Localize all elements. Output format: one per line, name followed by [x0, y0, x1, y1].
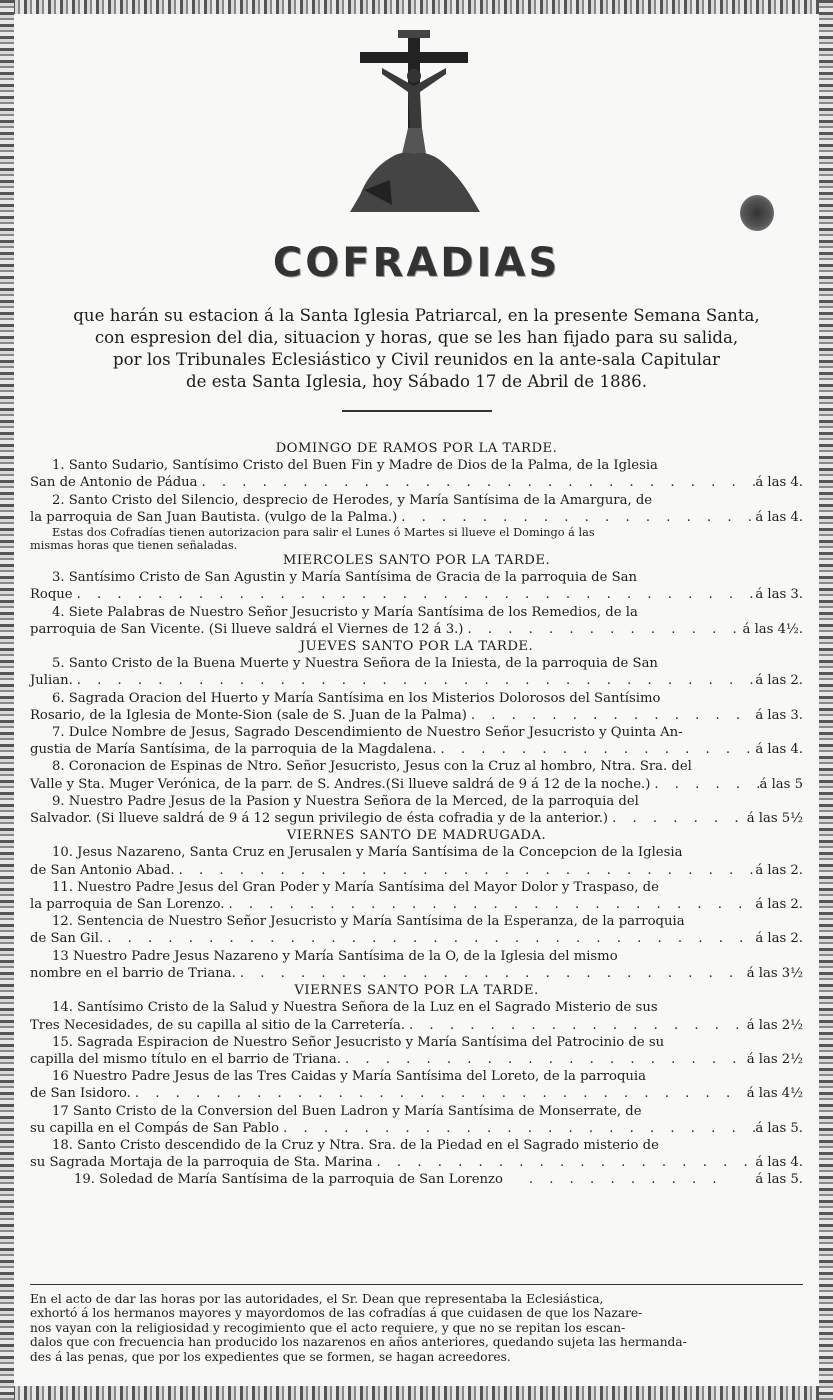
dot-leader [467, 707, 755, 724]
dot-leader [73, 672, 756, 689]
dot-leader [131, 1085, 747, 1102]
dot-leader [608, 810, 747, 827]
entry-line: 15. Sagrada Espiracion de Nuestro Señor Jesucristo y María Santísima del Patrocinio de su [52, 1034, 665, 1050]
entry-line: 13 Nuestro Padre Jesus Nazareno y María Santísima de la O, de la Iglesia del mismo [52, 948, 618, 964]
cofradia-entry [30, 948, 803, 982]
entry-time: á las 2. [755, 897, 803, 913]
entry-last-line [30, 965, 803, 982]
dot-leader [236, 965, 747, 982]
entry-last-line [30, 1171, 803, 1188]
entry-line: 1. Santo Sudario, Santísimo Cristo del Buen Fin y Madre de Dios de la Palma, de la Iglesia [52, 458, 658, 474]
entry-text: de San Isidoro. [30, 1086, 131, 1102]
entry-time: á las 5½ [746, 811, 803, 827]
intro-line: de esta Santa Iglesia, hoy Sábado 17 de Abril de 1886. [186, 372, 647, 391]
entry-last-line [30, 1085, 803, 1102]
entry-text: San de Antonio de Pádua [30, 475, 198, 491]
dot-leader [397, 509, 755, 526]
entry-time: á las 4. [755, 742, 803, 758]
entry-last-line [30, 896, 803, 913]
cofradia-entry [30, 1068, 803, 1102]
entry-last-line [30, 474, 803, 491]
entry-last-line [30, 1120, 803, 1137]
section-heading: VIERNES SANTO POR LA TARDE. [294, 983, 539, 999]
cofradia-entry [30, 1171, 803, 1188]
entry-text: 19. Soledad de María Santísima de la parroquia de San Lorenzo [74, 1172, 503, 1188]
entry-text: la parroquia de San Lorenzo. [30, 897, 225, 913]
ornamental-border-left [0, 0, 14, 1400]
entry-last-line [30, 862, 803, 879]
entry-line: 5. Santo Cristo de la Buena Muerte y Nuestra Señora de la Iniesta, de la parroquia de San [52, 656, 658, 672]
entry-last-line [30, 707, 803, 724]
cofradia-entry [30, 999, 803, 1033]
page-title: COFRADIAS [272, 240, 561, 286]
entry-time: á las 3. [755, 707, 803, 723]
entry-line: 3. Santísimo Cristo de San Agustin y María Santísima de Gracia de la parroquia de San [52, 570, 637, 586]
ornamental-border-top [0, 0, 833, 14]
entry-line: 18. Santo Cristo descendido de la Cruz y Ntra. Sra. de la Piedad en el Sagrado misterio de [52, 1137, 659, 1153]
cofradia-entry [30, 569, 803, 603]
entry-line: 11. Nuestro Padre Jesus del Gran Poder y María Santísima del Mayor Dolor y Traspaso, de [52, 879, 659, 895]
ink-stain [740, 195, 774, 231]
entry-text: Salvador. (Si llueve saldrá de 9 á 12 segun privilegio de ésta cofradia y de la anterior.) [30, 811, 609, 827]
schedule-list [30, 440, 803, 1189]
cofradia-entry [30, 1103, 803, 1137]
cofradia-entry [30, 793, 803, 827]
footer-line: des á las penas, que por los expedientes que se formen, se hagan acreedores. [30, 1349, 511, 1364]
entry-last-line [30, 509, 803, 526]
entry-time: á las 4½ [746, 1086, 803, 1102]
entry-time: á las 4½. [742, 621, 803, 637]
entry-last-line [30, 741, 803, 758]
section-note [30, 526, 803, 552]
footer-note [30, 1292, 803, 1364]
entry-line: 4. Siete Palabras de Nuestro Señor Jesucristo y María Santísima de los Remedios, de la [52, 604, 638, 620]
entry-time: á las 2. [755, 862, 803, 878]
entry-last-line [30, 810, 803, 827]
entry-text: de San Antonio Abad. [30, 862, 175, 878]
footer-divider [30, 1284, 803, 1285]
entry-last-line [30, 1017, 803, 1034]
footer-line: exhortó á los hermanos mayores y mayordomos de las cofradías á que cuidasen de que los Nazare- [30, 1306, 643, 1321]
cofradia-entry [30, 1034, 803, 1068]
entry-text: nombre en el barrio de Triana. [30, 965, 236, 981]
entry-text: Tres Necesidades, de su capilla al sitio de la Carretería. [30, 1017, 406, 1033]
note-line: Estas dos Cofradías tienen autorizacion para salir el Lunes ó Martes si llueve el Domingo á las [52, 526, 595, 540]
intro-paragraph [30, 305, 803, 393]
dot-leader [405, 1017, 747, 1034]
entry-time: á las 3½ [746, 965, 803, 981]
entry-time: á las 2½ [746, 1051, 803, 1067]
footer-line: dalos que con frecuencia han producido los nazarenos en años anteriores, quedando sujeta las hermanda- [30, 1335, 687, 1350]
intro-line: que harán su estacion á la Santa Iglesia Patriarcal, en la presente Semana Santa, [73, 306, 760, 325]
entry-text: Valle y Sta. Muger Verónica, de la parr. de S. Andres.(Si llueve saldrá de 9 á 12 de la noche.) [30, 776, 651, 792]
entry-line: 9. Nuestro Padre Jesus de la Pasion y Nuestra Señora de la Merced, de la parroquia del [52, 793, 639, 809]
entry-time: á las 2. [755, 931, 803, 947]
entry-text: la parroquia de San Juan Bautista. (vulgo de la Palma.) [30, 509, 398, 525]
entry-line: 6. Sagrada Oracion del Huerto y María Santísima en los Misterios Dolorosos del Santísimo [52, 690, 661, 706]
entry-last-line [30, 621, 803, 638]
ornamental-border-bottom [0, 1386, 833, 1400]
dot-leader [436, 741, 755, 758]
entry-last-line [30, 586, 803, 603]
entry-line: 2. Santo Cristo del Silencio, desprecio de Herodes, y María Santísima de la Amargura, de [52, 492, 653, 508]
footer-line: nos vayan con la religiosidad y recogimiento que el acto requiere, y que no se repitan los escan- [30, 1320, 626, 1335]
entry-last-line [30, 1154, 803, 1171]
entry-time: á las 4. [755, 475, 803, 491]
entry-text: Rosario, de la Iglesia de Monte-Sion (sale de S. Juan de la Palma) [30, 707, 467, 723]
dot-leader [225, 896, 756, 913]
dot-leader [175, 862, 756, 879]
entry-line: 16 Nuestro Padre Jesus de las Tres Caidas y María Santísima del Loreto, de la parroquia [52, 1069, 646, 1085]
cofradia-entry [30, 879, 803, 913]
entry-line: 17 Santo Cristo de la Conversion del Buen Ladron y María Santísima de Monserrate, de [52, 1103, 642, 1119]
section-heading: MIERCOLES SANTO POR LA TARDE. [282, 553, 551, 569]
section-heading: DOMINGO DE RAMOS POR LA TARDE. [275, 441, 558, 456]
entry-line: 14. Santísimo Cristo de la Salud y Nuestra Señora de la Luz en el Sagrado Misterio de sus [52, 1000, 658, 1016]
footer-line: En el acto de dar las horas por las autoridades, el Sr. Dean que representaba la Eclesiástica, [30, 1292, 604, 1306]
entry-last-line [30, 930, 803, 947]
entry-line: 7. Dulce Nombre de Jesus, Sagrado Descendimiento de Nuestro Señor Jesucristo y Quinta An- [52, 725, 683, 741]
entry-text: de San Gil. [30, 931, 104, 947]
entry-time: á las 4. [755, 509, 803, 525]
dot-leader [463, 621, 742, 638]
crucifix-icon [330, 30, 500, 215]
cofradia-entry [30, 492, 803, 526]
entry-text: su Sagrada Mortaja de la parroquia de Sta. Marina [30, 1155, 373, 1171]
section-heading: JUEVES SANTO POR LA TARDE. [299, 639, 534, 655]
cofradia-entry [30, 1137, 803, 1171]
dot-leader [373, 1154, 756, 1171]
cofradia-entry [30, 913, 803, 947]
entry-text: capilla del mismo título en el barrio de Triana. [30, 1051, 341, 1067]
entry-time: á las 5 [759, 776, 803, 792]
cofradia-entry [30, 724, 803, 758]
cofradia-entry [30, 604, 803, 638]
entry-time: á las 5. [755, 1172, 803, 1188]
entry-line: 10. Jesus Nazareno, Santa Cruz en Jerusalen y María Santísima de la Concepcion de la Iglesia [52, 845, 683, 861]
entry-line: 12. Sentencia de Nuestro Señor Jesucristo y María Santísima de la Esperanza, de la parroquia [52, 914, 685, 930]
title-divider [342, 410, 492, 412]
cofradia-entry [30, 844, 803, 878]
entry-last-line [30, 776, 803, 793]
dot-leader [73, 586, 756, 603]
dot-leader [650, 776, 759, 793]
section-heading: VIERNES SANTO DE MADRUGADA. [286, 828, 547, 844]
cofradia-entry [30, 655, 803, 689]
entry-last-line [30, 672, 803, 689]
cofradia-entry [30, 457, 803, 491]
dot-leader [103, 930, 755, 947]
entry-text: Roque [30, 587, 73, 603]
entry-line: 8. Coronacion de Espinas de Ntro. Señor Jesucristo, Jesus con la Cruz al hombro, Ntra. Sra. del [52, 759, 692, 775]
entry-time: á las 4. [755, 1155, 803, 1171]
entry-time: á las 5. [755, 1120, 803, 1136]
entry-time: á las 2½ [746, 1017, 803, 1033]
entry-text: gustia de María Santísima, de la parroquia de la Magdalena. [30, 742, 437, 758]
entry-text: Julian. [30, 673, 73, 689]
intro-line: con espresion del dia, situacion y horas, que se les han fijado para su salida, [94, 328, 739, 347]
cofradia-entry [30, 690, 803, 724]
dot-leader [198, 474, 756, 491]
ornamental-border-right [819, 0, 833, 1400]
entry-text: parroquia de San Vicente. (Si llueve saldrá el Viernes de 12 á 3.) [30, 621, 464, 637]
entry-time: á las 2. [755, 673, 803, 689]
note-line: mismas horas que tienen señaladas. [30, 539, 238, 553]
dot-leader [341, 1051, 747, 1068]
entry-text: su capilla en el Compás de San Pablo [30, 1120, 280, 1136]
dot-leader [503, 1171, 733, 1188]
cofradia-entry [30, 758, 803, 792]
intro-line: por los Tribunales Eclesiástico y Civil reunidos en la ante-sala Capitular [113, 350, 720, 369]
dot-leader [279, 1120, 755, 1137]
entry-time: á las 3. [755, 587, 803, 603]
entry-last-line [30, 1051, 803, 1068]
